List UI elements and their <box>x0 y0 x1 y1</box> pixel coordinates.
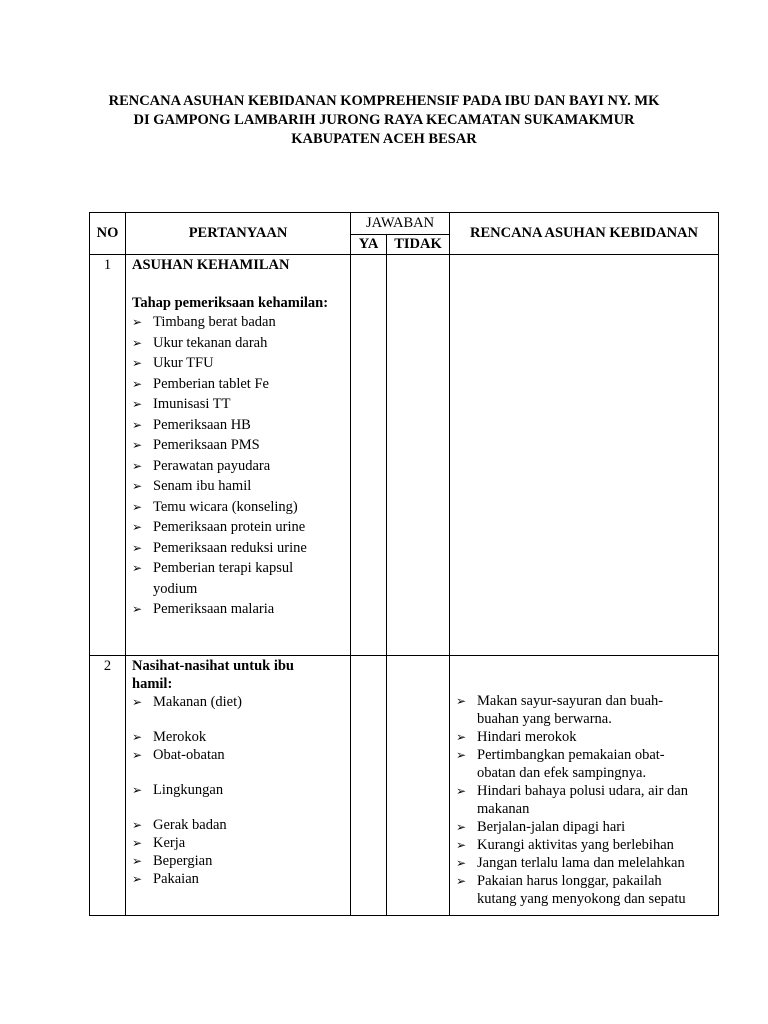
list-item: ➢ Pemeriksaan PMS <box>132 435 346 456</box>
list-item: ➢ Pertimbangkan pemakaian obat-obatan dan efek sampingnya. <box>456 746 690 782</box>
plan-cell <box>450 255 719 656</box>
section-subtitle: Tahap pemeriksaan kehamilan: <box>132 295 329 311</box>
plan-list <box>456 692 714 908</box>
answer-yes-cell <box>351 255 387 656</box>
list-item: ➢ Pemeriksaan malaria <box>132 599 346 620</box>
document-title <box>60 92 708 149</box>
answer-no-cell <box>387 656 450 916</box>
list-item: ➢ Ukur TFU <box>132 353 346 374</box>
answer-no-cell <box>387 255 450 656</box>
plan-cell <box>450 656 719 916</box>
list-item: ➢ Pakaian <box>132 870 346 888</box>
exam-list <box>132 312 346 620</box>
list-item: ➢ Temu wicara (konseling) <box>132 497 346 518</box>
list-item: ➢ Lingkungan <box>132 781 346 799</box>
list-item: ➢ Bepergian <box>132 852 346 870</box>
list-item: ➢ Senam ibu hamil <box>132 476 346 497</box>
question-cell <box>126 656 351 916</box>
title-line-3: KABUPATEN ACEH BESAR <box>291 131 477 147</box>
care-plan-table <box>89 212 719 916</box>
list-item: ➢ Gerak badan <box>132 816 346 834</box>
list-item: ➢ Jangan terlalu lama dan melelahkan <box>456 854 690 872</box>
answer-yes-cell <box>351 656 387 916</box>
list-item: ➢ Obat-obatan <box>132 746 346 764</box>
row-number: 1 <box>90 255 126 656</box>
list-item: ➢ Merokok <box>132 728 346 746</box>
list-item: ➢ Timbang berat badan <box>132 312 346 333</box>
title-line-2: DI GAMPONG LAMBARIH JURONG RAYA KECAMATAN SUKAMAKMUR <box>133 112 635 128</box>
list-item: ➢ Kerja <box>132 834 346 852</box>
list-item: ➢ Pemeriksaan protein urine <box>132 517 346 538</box>
list-item: ➢ Pemberian tablet Fe <box>132 374 346 395</box>
title-line-1: RENCANA ASUHAN KEBIDANAN KOMPREHENSIF PADA IBU DAN BAYI NY. MK <box>108 93 660 109</box>
list-item: ➢ Pemeriksaan HB <box>132 415 346 436</box>
advice-list <box>132 693 346 888</box>
list-item: ➢ Perawatan payudara <box>132 456 346 477</box>
list-item: ➢ Pemberian terapi kapsul yodium <box>132 558 346 599</box>
list-item: ➢ Imunisasi TT <box>132 394 346 415</box>
list-item: ➢ Ukur tekanan darah <box>132 333 346 354</box>
list-item: ➢ Pemeriksaan reduksi urine <box>132 538 346 559</box>
header-no-answer: TIDAK <box>387 235 450 255</box>
section-title: Nasihat-nasihat untuk ibu hamil: <box>132 658 294 692</box>
list-item: ➢ Pakaian harus longgar, pakailah kutang yang menyokong dan sepatu <box>456 872 690 908</box>
list-item: ➢ Makanan (diet) <box>132 693 346 711</box>
header-yes: YA <box>351 235 387 255</box>
section-title: ASUHAN KEHAMILAN <box>132 257 290 273</box>
list-item: ➢ Hindari bahaya polusi udara, air dan makanan <box>456 782 690 818</box>
list-item: ➢ Berjalan-jalan dipagi hari <box>456 818 690 836</box>
header-no: NO <box>90 213 126 255</box>
table-row <box>90 255 719 656</box>
list-item: ➢ Kurangi aktivitas yang berlebihan <box>456 836 690 854</box>
question-cell <box>126 255 351 656</box>
list-item: ➢ Makan sayur-sayuran dan buah-buahan yang berwarna. <box>456 692 690 728</box>
header-question: PERTANYAAN <box>126 213 351 255</box>
header-answer: JAWABAN <box>351 213 450 235</box>
table-row <box>90 656 719 916</box>
row-number: 2 <box>90 656 126 916</box>
header-plan: RENCANA ASUHAN KEBIDANAN <box>450 213 719 255</box>
list-item: ➢ Hindari merokok <box>456 728 690 746</box>
